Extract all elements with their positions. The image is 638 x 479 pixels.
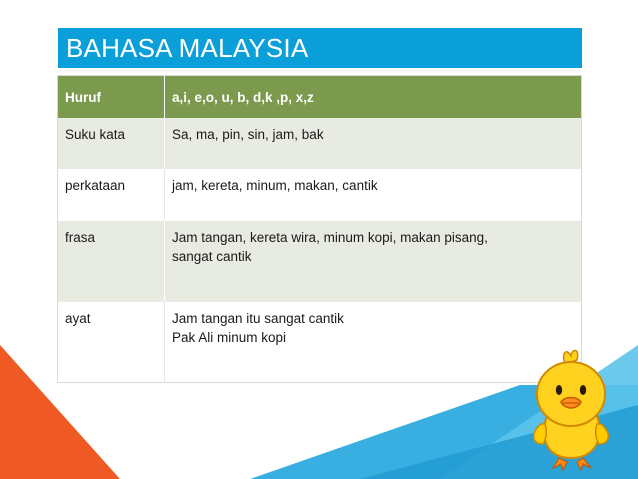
row-label: perkataan	[58, 169, 165, 221]
row-content	[165, 169, 582, 221]
syllabus-table	[58, 76, 581, 382]
row-label: frasa	[58, 221, 165, 303]
cell-line: a,i, e,o, u, b, d,k ,p, x,z	[172, 90, 314, 105]
cell-line: Sa, ma, pin, sin, jam, bak	[172, 127, 324, 142]
table-row	[58, 76, 581, 118]
cell-line: jam, kereta, minum, makan, cantik	[172, 178, 378, 193]
cell-line: Pak Ali minum kopi	[172, 330, 287, 345]
row-content	[165, 221, 582, 303]
cell-line: Jam tangan itu sangat cantik	[172, 311, 344, 326]
row-label: ayat	[58, 302, 165, 382]
table-row	[58, 221, 581, 303]
row-label: Suku kata	[58, 118, 165, 169]
cell-line: sangat cantik	[172, 249, 252, 264]
row-content	[165, 76, 582, 118]
row-content	[165, 302, 582, 382]
table-row	[58, 118, 581, 169]
row-content	[165, 118, 582, 169]
table-row	[58, 169, 581, 221]
table-row	[58, 302, 581, 382]
cell-line: Jam tangan, kereta wira, minum kopi, makan pisang,	[172, 230, 488, 245]
row-label: Huruf	[58, 76, 165, 118]
duck-mascot-icon	[525, 346, 617, 474]
slide-title: BAHASA MALAYSIA	[58, 28, 582, 68]
